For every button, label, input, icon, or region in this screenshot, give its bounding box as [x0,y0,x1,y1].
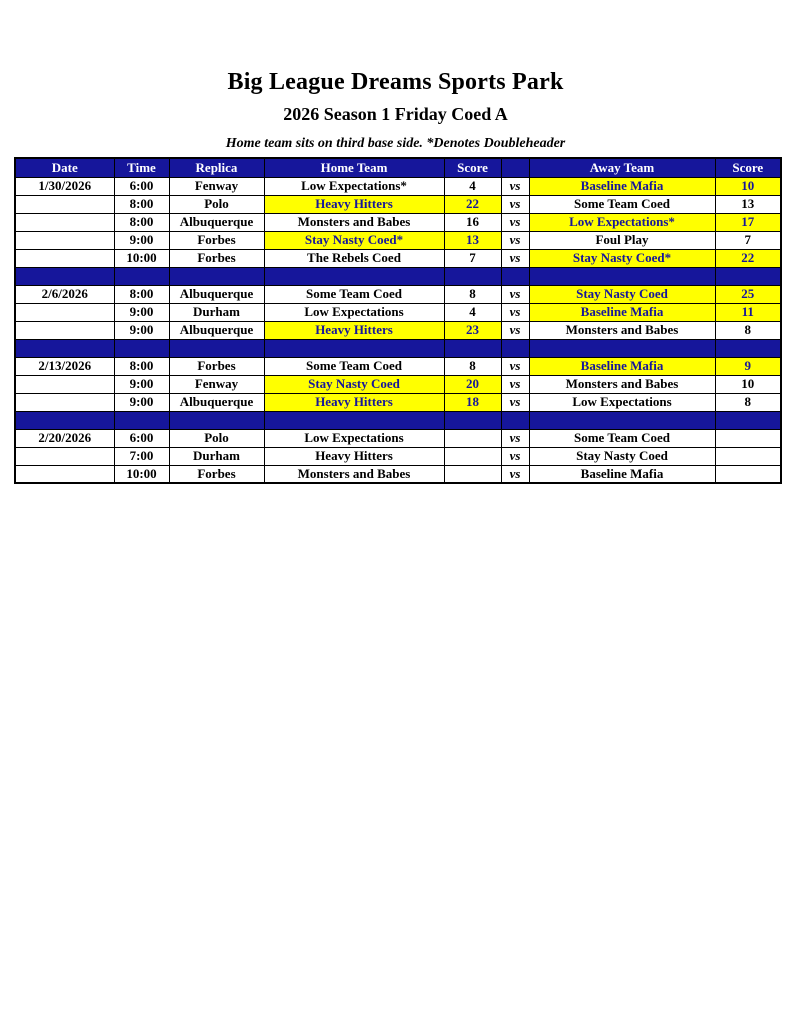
separator-cell [501,411,529,429]
vs-cell: vs [501,249,529,267]
home-team-cell: Some Team Coed [264,357,444,375]
home-team-cell: Low Expectations [264,429,444,447]
game-row [15,375,781,393]
time-cell: 9:00 [114,321,169,339]
time-cell: 9:00 [114,303,169,321]
time-cell: 9:00 [114,231,169,249]
date-cell [15,195,114,213]
game-row [15,213,781,231]
away-score-cell: 9 [715,357,781,375]
header-vs-spacer [501,158,529,177]
header-replica: Replica [169,158,264,177]
time-cell: 8:00 [114,195,169,213]
home-score-cell: 4 [444,303,501,321]
away-score-cell: 8 [715,321,781,339]
away-score-cell [715,465,781,483]
away-score-cell: 7 [715,231,781,249]
separator-cell [529,411,715,429]
separator-cell [169,267,264,285]
away-team-cell: Low Expectations* [529,213,715,231]
away-score-cell: 10 [715,177,781,195]
time-cell: 8:00 [114,213,169,231]
time-cell: 10:00 [114,465,169,483]
replica-cell: Albuquerque [169,393,264,411]
replica-cell: Albuquerque [169,285,264,303]
home-score-cell: 4 [444,177,501,195]
home-score-cell: 23 [444,321,501,339]
home-team-cell: Heavy Hitters [264,321,444,339]
header-away-score: Score [715,158,781,177]
game-row [15,429,781,447]
away-score-cell: 11 [715,303,781,321]
replica-cell: Polo [169,195,264,213]
separator-cell [529,267,715,285]
header-home-team: Home Team [264,158,444,177]
separator-cell [501,267,529,285]
vs-cell: vs [501,321,529,339]
vs-cell: vs [501,213,529,231]
time-cell: 6:00 [114,429,169,447]
game-row [15,231,781,249]
date-cell: 2/6/2026 [15,285,114,303]
home-team-cell: Stay Nasty Coed* [264,231,444,249]
header-date: Date [15,158,114,177]
separator-cell [114,339,169,357]
separator-cell [114,267,169,285]
date-cell [15,321,114,339]
replica-cell: Forbes [169,465,264,483]
replica-cell: Albuquerque [169,213,264,231]
home-score-cell [444,429,501,447]
date-cell [15,393,114,411]
separator-row [15,339,781,357]
header-time: Time [114,158,169,177]
vs-cell: vs [501,429,529,447]
date-cell [15,249,114,267]
separator-cell [444,267,501,285]
game-row [15,177,781,195]
vs-cell: vs [501,393,529,411]
home-score-cell [444,465,501,483]
separator-cell [169,411,264,429]
away-team-cell: Stay Nasty Coed [529,285,715,303]
game-row [15,321,781,339]
home-score-cell [444,447,501,465]
replica-cell: Forbes [169,231,264,249]
game-row [15,303,781,321]
away-team-cell: Stay Nasty Coed [529,447,715,465]
separator-cell [501,339,529,357]
separator-cell [169,339,264,357]
game-row [15,285,781,303]
away-team-cell: Low Expectations [529,393,715,411]
table-header-row [15,158,781,177]
separator-cell [715,267,781,285]
separator-cell [529,339,715,357]
separator-cell [715,339,781,357]
vs-cell: vs [501,447,529,465]
away-team-cell: Baseline Mafia [529,303,715,321]
game-row [15,357,781,375]
date-cell: 2/13/2026 [15,357,114,375]
page-subtitle: 2026 Season 1 Friday Coed A [283,104,508,124]
home-team-cell: Low Expectations [264,303,444,321]
vs-cell: vs [501,375,529,393]
date-cell [15,303,114,321]
page-title: Big League Dreams Sports Park [227,69,564,95]
schedule-table [14,157,782,484]
separator-cell [15,339,114,357]
separator-cell [114,411,169,429]
game-row [15,195,781,213]
away-score-cell: 10 [715,375,781,393]
home-score-cell: 16 [444,213,501,231]
home-score-cell: 22 [444,195,501,213]
home-team-cell: Low Expectations* [264,177,444,195]
home-score-cell: 20 [444,375,501,393]
away-team-cell: Baseline Mafia [529,465,715,483]
separator-cell [15,267,114,285]
separator-cell [264,267,444,285]
vs-cell: vs [501,195,529,213]
vs-cell: vs [501,303,529,321]
vs-cell: vs [501,357,529,375]
home-team-cell: Monsters and Babes [264,465,444,483]
away-score-cell [715,447,781,465]
separator-cell [264,411,444,429]
time-cell: 7:00 [114,447,169,465]
date-cell [15,465,114,483]
away-score-cell [715,429,781,447]
home-team-cell: Monsters and Babes [264,213,444,231]
home-team-cell: Some Team Coed [264,285,444,303]
game-row [15,393,781,411]
home-score-cell: 7 [444,249,501,267]
replica-cell: Forbes [169,357,264,375]
home-team-cell: Stay Nasty Coed [264,375,444,393]
time-cell: 8:00 [114,357,169,375]
away-score-cell: 17 [715,213,781,231]
game-row [15,249,781,267]
home-score-cell: 8 [444,285,501,303]
away-score-cell: 8 [715,393,781,411]
vs-cell: vs [501,285,529,303]
home-team-cell: Heavy Hitters [264,195,444,213]
home-team-cell: Heavy Hitters [264,393,444,411]
replica-cell: Durham [169,303,264,321]
away-team-cell: Monsters and Babes [529,321,715,339]
replica-cell: Fenway [169,177,264,195]
away-score-cell: 13 [715,195,781,213]
schedule-page [0,0,791,484]
away-team-cell: Monsters and Babes [529,375,715,393]
vs-cell: vs [501,177,529,195]
away-score-cell: 25 [715,285,781,303]
date-cell: 2/20/2026 [15,429,114,447]
replica-cell: Polo [169,429,264,447]
header-home-score: Score [444,158,501,177]
away-team-cell: Stay Nasty Coed* [529,249,715,267]
home-score-cell: 13 [444,231,501,249]
away-team-cell: Some Team Coed [529,195,715,213]
away-score-cell: 22 [715,249,781,267]
date-cell [15,231,114,249]
time-cell: 9:00 [114,375,169,393]
vs-cell: vs [501,231,529,249]
replica-cell: Forbes [169,249,264,267]
separator-cell [715,411,781,429]
separator-cell [15,411,114,429]
time-cell: 6:00 [114,177,169,195]
replica-cell: Fenway [169,375,264,393]
vs-cell: vs [501,465,529,483]
date-cell [15,213,114,231]
header-away-team: Away Team [529,158,715,177]
schedule-note: Home team sits on third base side. *Denotes Doubleheader [225,136,566,151]
date-cell [15,375,114,393]
date-cell [15,447,114,465]
date-cell: 1/30/2026 [15,177,114,195]
separator-row [15,411,781,429]
away-team-cell: Baseline Mafia [529,357,715,375]
separator-cell [444,411,501,429]
time-cell: 8:00 [114,285,169,303]
away-team-cell: Foul Play [529,231,715,249]
separator-cell [264,339,444,357]
time-cell: 9:00 [114,393,169,411]
home-team-cell: Heavy Hitters [264,447,444,465]
home-score-cell: 18 [444,393,501,411]
home-team-cell: The Rebels Coed [264,249,444,267]
game-row [15,465,781,483]
replica-cell: Albuquerque [169,321,264,339]
separator-cell [444,339,501,357]
separator-row [15,267,781,285]
away-team-cell: Baseline Mafia [529,177,715,195]
time-cell: 10:00 [114,249,169,267]
replica-cell: Durham [169,447,264,465]
home-score-cell: 8 [444,357,501,375]
away-team-cell: Some Team Coed [529,429,715,447]
game-row [15,447,781,465]
